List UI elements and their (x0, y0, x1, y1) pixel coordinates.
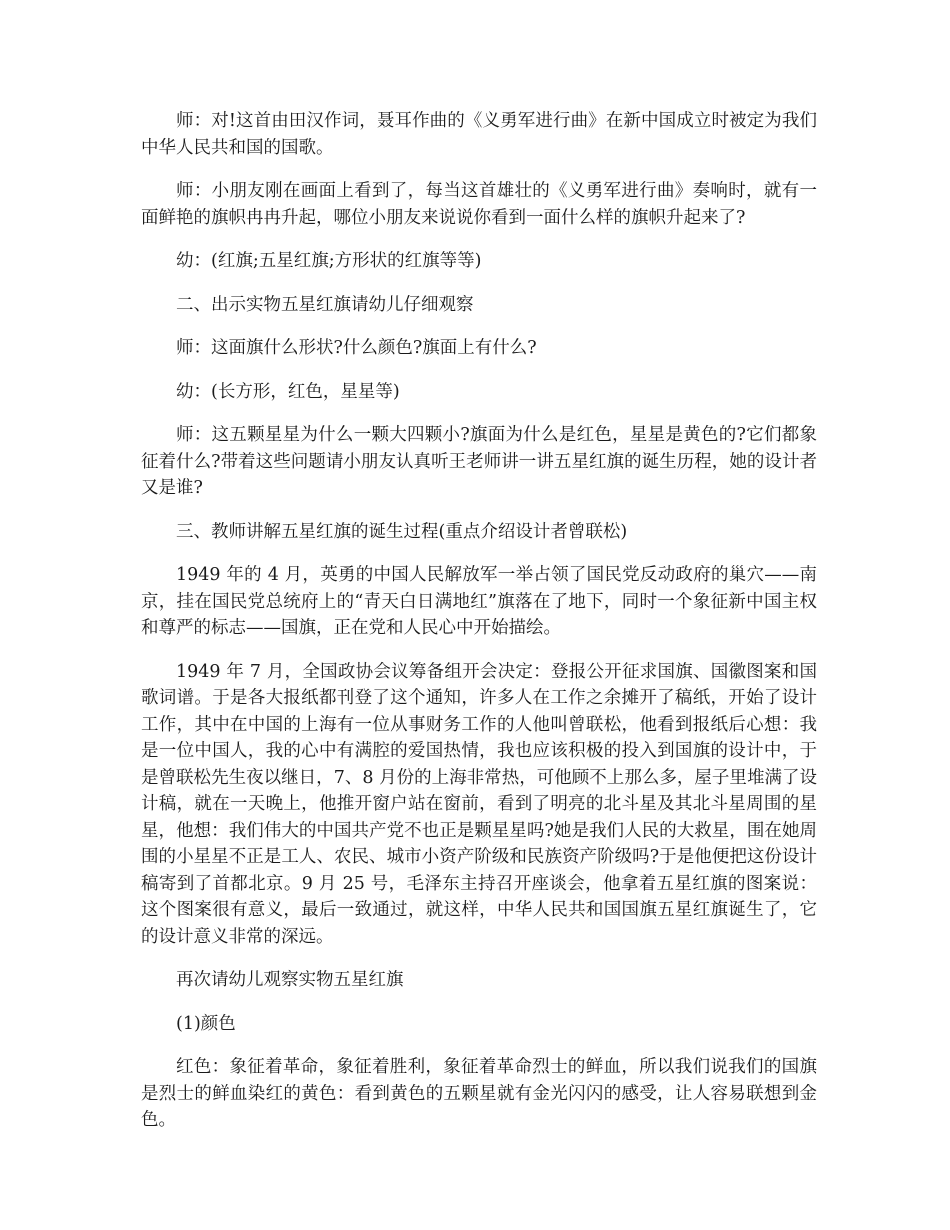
paragraph-6: 幼：(长方形，红色，星星等) (176, 381, 400, 402)
paragraph-10: 1949 年 7 月，全国政协会议筹备组开会决定：登报公开征求国旗、国徽图案和国歌词谱。于是各大报纸都刊登了这个通知，许多人在工作之余摊开了稿纸，开始了设计工作，其中在中国的上海有一位从事财务工作的人他叫曾联松，他看到报纸后心想：我是一位中国人，我的心中有满腔的爱国热情，我也应该积极的投入到国旗的设计中，于是曾联松先生夜以继日，7、8 月份的上海非常热，可他顾不上那么多，屋子里堆满了设计稿，就在一天晚上，他推开窗户站在窗前，看到了明亮的北斗星及其北斗星周围的星星，他想：我们伟大的中国共产党不也正是颗星星吗?她是我们人民的大救星，围在她周围的小星星不正是工人、农民、城市小资产阶级和民族资产阶级吗?于是他便把这份设计稿寄到了首都北京。9 月 25 号，毛泽东主持召开座谈会，他拿着五星红旗的图案说：这个图案很有意义，最后一致通过，就这样，中华人民共和国国旗五星红旗诞生了，它的设计意义非常的深远。 (141, 661, 817, 947)
paragraph-1: 师：对!这首由田汉作词，聂耳作曲的《义勇军进行曲》在新中国成立时被定为我们中华人民共和国的国歌。 (141, 111, 817, 158)
paragraph-2: 师：小朋友刚在画面上看到了，每当这首雄壮的《义勇军进行曲》奏响时，就有一面鲜艳的旗帜冉冉升起，哪位小朋友来说说你看到一面什么样的旗帜升起来了? (141, 181, 817, 228)
section-heading-3: 三、教师讲解五星红旗的诞生过程(重点介绍设计者曾联松) (176, 521, 628, 542)
paragraph-13: 红色：象征着革命，象征着胜利，象征着革命烈士的鲜血，所以我们说我们的国旗是烈士的鲜血染红的黄色：看到黄色的五颗星就有金光闪闪的感受，让人容易联想到金色。 (141, 1057, 817, 1130)
paragraph-11: 再次请幼儿观察实物五星红旗 (176, 970, 404, 990)
paragraph-3: 幼：(红旗;五星红旗;方形状的红旗等等) (176, 251, 482, 271)
document-body (141, 108, 817, 1151)
paragraph-9: 1949 年的 4 月，英勇的中国人民解放军一举占领了国民党反动政府的巢穴——南京，挂在国民党总统府上的“青天白日满地红”旗落在了地下，同时一个象征新中国主权和尊严的标志——国旗，正在党和人民心中开始描绘。 (141, 565, 817, 638)
paragraph-5: 师：这面旗什么形状?什么颜色?旗面上有什么? (176, 338, 537, 358)
section-heading-2: 二、出示实物五星红旗请幼儿仔细观察 (176, 294, 474, 315)
subheading-color: (1)颜色 (176, 1013, 236, 1034)
paragraph-7: 师：这五颗星星为什么一颗大四颗小?旗面为什么是红色，星星是黄色的?它们都象征着什么?带着这些问题请小朋友认真听王老师讲一讲五星红旗的诞生历程，她的设计者又是谁? (141, 425, 817, 498)
